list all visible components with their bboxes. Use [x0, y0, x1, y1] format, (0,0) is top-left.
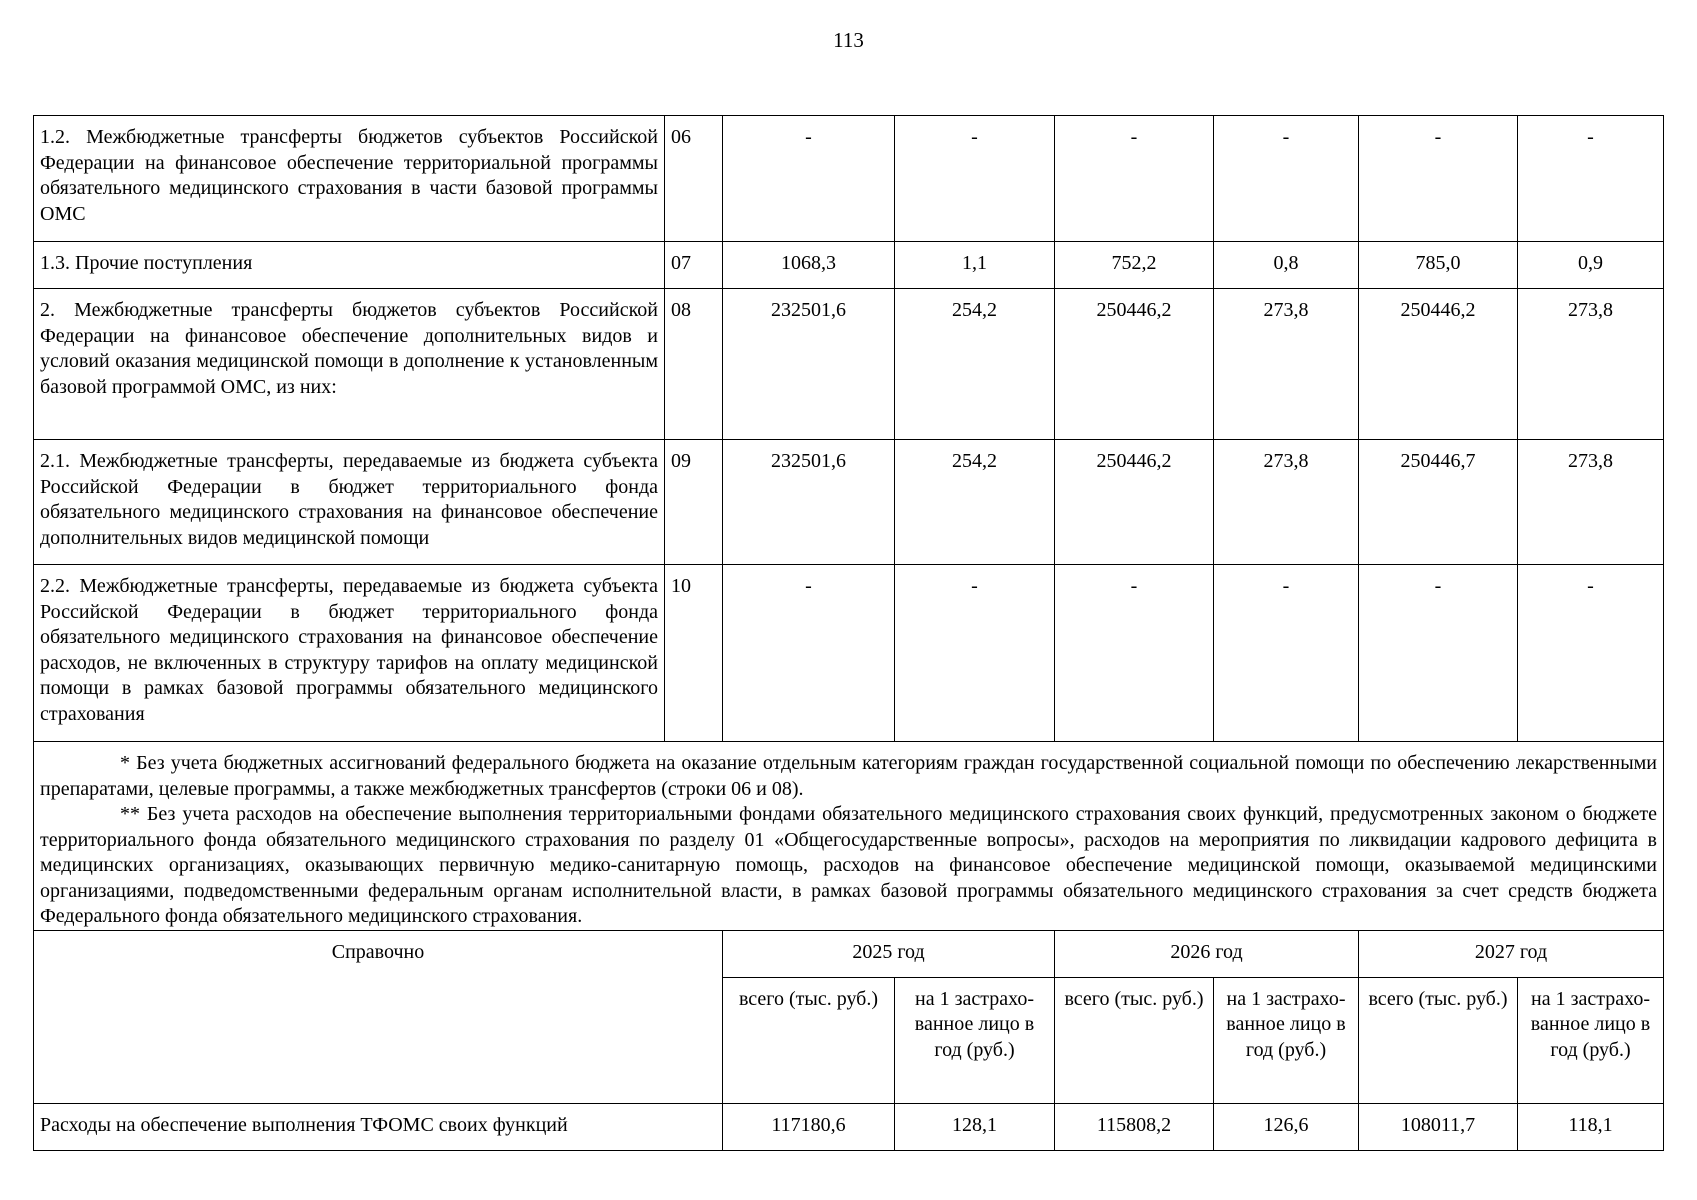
value-2027-total: - [1359, 565, 1518, 742]
budget-table [33, 115, 1664, 1151]
value-2027-per-person: 0,9 [1518, 242, 1664, 289]
expense-2027-total: 108011,7 [1359, 1103, 1518, 1150]
row-code: 08 [665, 289, 723, 440]
row-code: 06 [665, 116, 723, 242]
value-2027-total: 785,0 [1359, 242, 1518, 289]
value-2025-total: - [723, 116, 895, 242]
year-2026-header: 2026 год [1055, 930, 1359, 977]
value-2027-total: 250446,7 [1359, 440, 1518, 565]
expense-row [34, 1103, 1664, 1150]
value-2026-total: 250446,2 [1055, 440, 1214, 565]
row-label: 1.2. Межбюджетные трансферты бюджетов субъектов Российской Федерации на финансовое обеспечение территориальной программы обязательного медицинского страхования в части базовой программы ОМС [34, 116, 665, 242]
footnote-1: * Без учета бюджетных ассигнований федерального бюджета на оказание отдельным категориям граждан государственной социальной помощи по обеспечению лекарственными препаратами, целевые программы, а также межбюджетных трансфертов (строки 06 и 08). [40, 752, 1657, 800]
value-2025-per-person: - [895, 116, 1055, 242]
value-2026-per-person: - [1214, 116, 1359, 242]
expense-label: Расходы на обеспечение выполнения ТФОМС своих функций [34, 1103, 723, 1150]
value-2026-total: - [1055, 565, 1214, 742]
table-row [34, 242, 1664, 289]
subheader-2027-per-person: на 1 застрахо-ванное лицо в год (руб.) [1518, 977, 1664, 1103]
row-code: 09 [665, 440, 723, 565]
reference-header-row [34, 930, 1664, 977]
value-2027-per-person: - [1518, 116, 1664, 242]
table-row [34, 440, 1664, 565]
subheader-2027-total: всего (тыс. руб.) [1359, 977, 1518, 1103]
value-2026-per-person: 0,8 [1214, 242, 1359, 289]
value-2027-per-person: 273,8 [1518, 289, 1664, 440]
value-2026-total: - [1055, 116, 1214, 242]
table-row [34, 565, 1664, 742]
reference-title: Справочно [34, 930, 723, 1103]
year-2027-header: 2027 год [1359, 930, 1664, 977]
subheader-2026-per-person: на 1 застрахо-ванное лицо в год (руб.) [1214, 977, 1359, 1103]
value-2025-total: 232501,6 [723, 440, 895, 565]
value-2027-total: 250446,2 [1359, 289, 1518, 440]
row-code: 10 [665, 565, 723, 742]
row-label: 2. Межбюджетные трансферты бюджетов субъектов Российской Федерации на финансовое обеспечение дополнительных видов и условий оказания медицинской помощи в дополнение к установленным базовой программой ОМС, из них: [34, 289, 665, 440]
value-2025-per-person: 254,2 [895, 289, 1055, 440]
value-2027-per-person: 273,8 [1518, 440, 1664, 565]
footnote-2: ** Без учета расходов на обеспечение выполнения территориальными фондами обязательного медицинского страхования своих функций, предусмотренных законом о бюджете территориального фонда обязательного медицинского страхования по разделу 01 «Общегосударственные вопросы», расходов на мероприятия по ликвидации кадрового дефицита в медицинских организациях, оказывающих первичную медико-санитарную помощь, расходов на финансовое обеспечение медицинской помощи, оказываемой медицинскими организациями, подведомственными федеральным органам исполнительной власти, в рамках базовой программы обязательного медицинского страхования за счет средств бюджета Федерального фонда обязательного медицинского страхования. [40, 803, 1657, 927]
value-2025-per-person: - [895, 565, 1055, 742]
row-code: 07 [665, 242, 723, 289]
subheader-2025-per-person: на 1 застрахо-ванное лицо в год (руб.) [895, 977, 1055, 1103]
expense-2026-total: 115808,2 [1055, 1103, 1214, 1150]
value-2027-per-person: - [1518, 565, 1664, 742]
value-2027-total: - [1359, 116, 1518, 242]
value-2026-per-person: - [1214, 565, 1359, 742]
expense-2025-per-person: 128,1 [895, 1103, 1055, 1150]
table-row [34, 116, 1664, 242]
expense-2027-per-person: 118,1 [1518, 1103, 1664, 1150]
row-label: 2.1. Межбюджетные трансферты, передаваемые из бюджета субъекта Российской Федерации в бюджет территориального фонда обязательного медицинского страхования на финансовое обеспечение дополнительных видов медицинской помощи [34, 440, 665, 565]
row-label: 1.3. Прочие поступления [34, 242, 665, 289]
value-2026-per-person: 273,8 [1214, 289, 1359, 440]
row-label: 2.2. Межбюджетные трансферты, передаваемые из бюджета субъекта Российской Федерации в бюджет территориального фонда обязательного медицинского страхования на финансовое обеспечение расходов, не включенных в структуру тарифов на оплату медицинской помощи в рамках базовой программы обязательного медицинского страхования [34, 565, 665, 742]
value-2025-total: 232501,6 [723, 289, 895, 440]
page-number: 113 [833, 28, 864, 52]
expense-2026-per-person: 126,6 [1214, 1103, 1359, 1150]
value-2026-total: 250446,2 [1055, 289, 1214, 440]
value-2025-per-person: 254,2 [895, 440, 1055, 565]
value-2026-per-person: 273,8 [1214, 440, 1359, 565]
value-2025-per-person: 1,1 [895, 242, 1055, 289]
value-2025-total: 1068,3 [723, 242, 895, 289]
notes-row [34, 742, 1664, 931]
year-2025-header: 2025 год [723, 930, 1055, 977]
subheader-2025-total: всего (тыс. руб.) [723, 977, 895, 1103]
expense-2025-total: 117180,6 [723, 1103, 895, 1150]
table-row [34, 289, 1664, 440]
subheader-2026-total: всего (тыс. руб.) [1055, 977, 1214, 1103]
footnotes [34, 742, 1664, 931]
value-2025-total: - [723, 565, 895, 742]
value-2026-total: 752,2 [1055, 242, 1214, 289]
